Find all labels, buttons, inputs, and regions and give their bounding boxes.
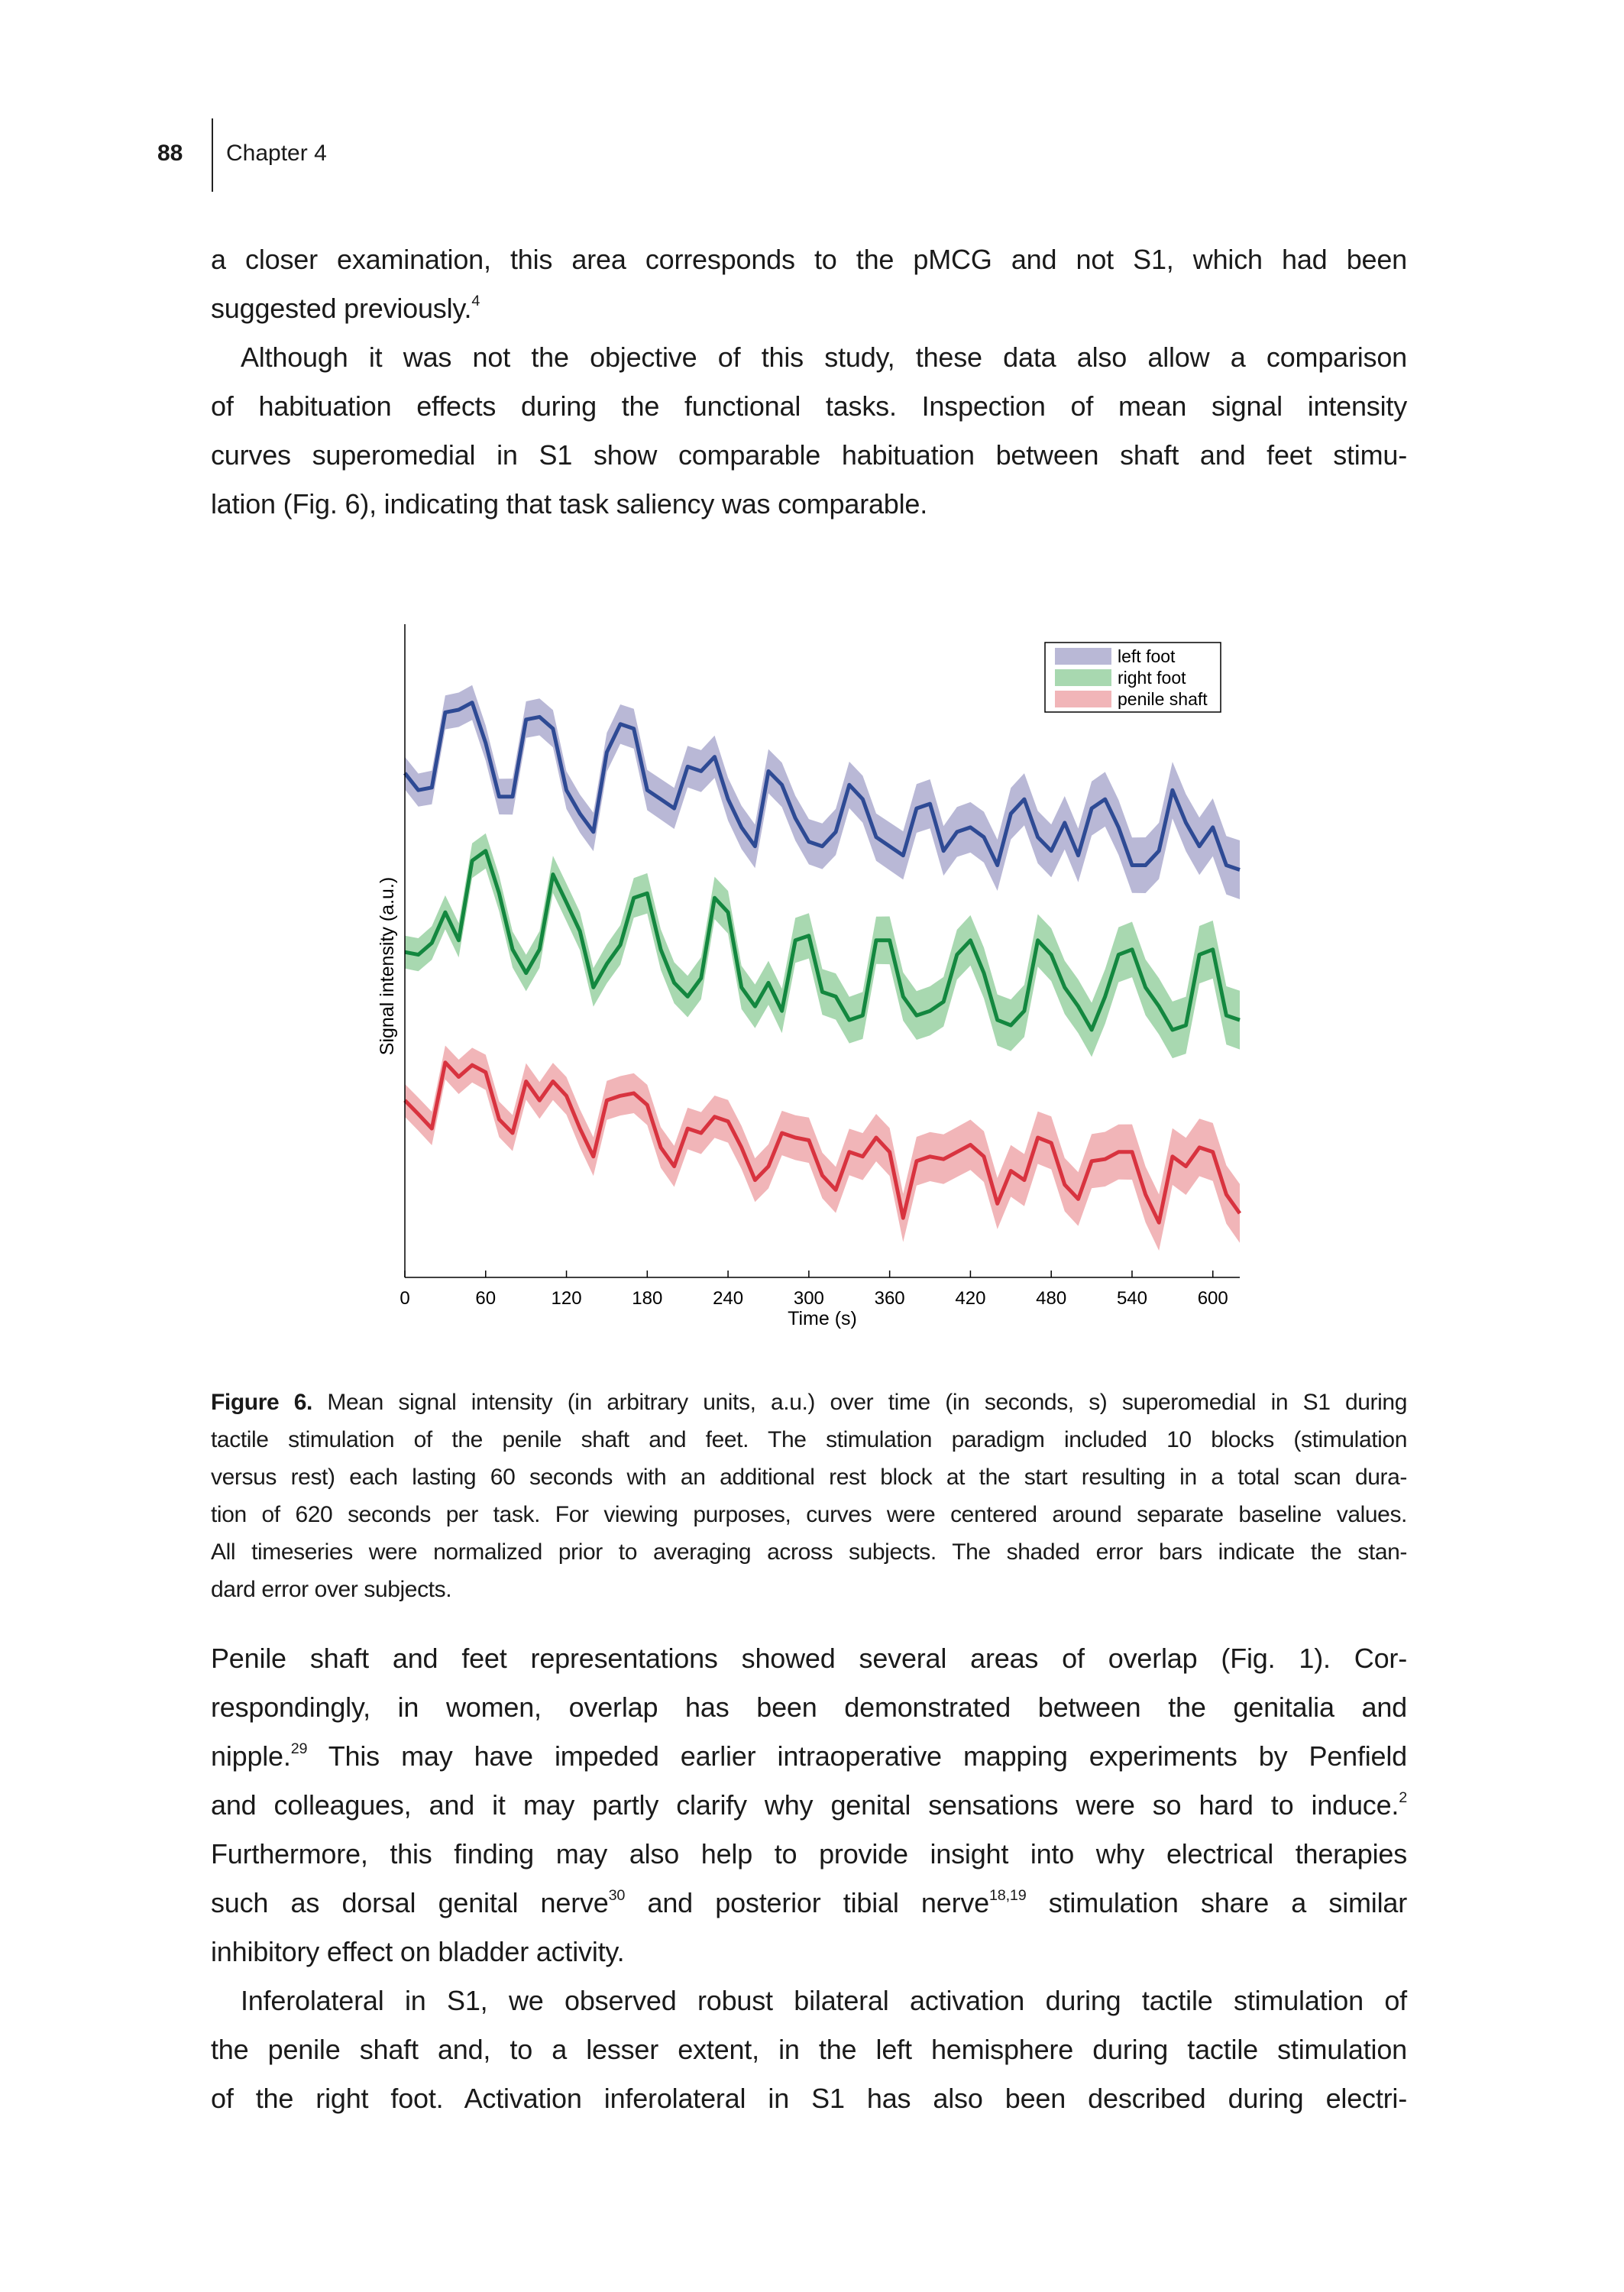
text-segment: Although it was not the objective of this study, these data also allow a comparison — [241, 342, 1407, 373]
citation-superscript: 18,19 — [989, 1887, 1027, 1905]
text-segment: Furthermore, this finding may also help to provide insight into why electrical therapies — [211, 1838, 1407, 1870]
text-line — [211, 1634, 1407, 1683]
caption-line: versus rest) each lasting 60 seconds with an additional rest block at the start resulting in a total scan dura- — [211, 1465, 1407, 1490]
x-tick-label: 420 — [955, 1288, 986, 1309]
text-line — [211, 382, 1407, 431]
error-band-penile-shaft — [405, 1046, 1240, 1251]
caption-line: dard error over subjects. — [211, 1577, 452, 1602]
x-tick-label: 360 — [874, 1288, 905, 1309]
text-segment: and posterior tibial nerve — [625, 1887, 989, 1918]
text-line — [211, 1928, 1407, 1976]
citation-superscript: 4 — [471, 293, 480, 310]
figure-caption — [211, 1384, 1407, 1608]
legend-label: penile shaft — [1118, 689, 1208, 709]
x-tick-label: 540 — [1116, 1288, 1147, 1309]
text-segment: and colleagues, and it may partly clarify why genital sensations were so hard to induce. — [211, 1789, 1399, 1821]
text-segment: such as dorsal genital nerve — [211, 1887, 609, 1918]
text-line — [211, 1683, 1407, 1732]
text-segment: of the right foot. Activation inferolateral in S1 has also been described during electri- — [211, 2083, 1407, 2114]
x-tick-label: 480 — [1036, 1288, 1067, 1309]
text-segment: This may have impeded earlier intraoperative mapping experiments by Penfield — [307, 1740, 1407, 1772]
text-line — [211, 1732, 1407, 1781]
x-tick-label: 60 — [475, 1288, 497, 1309]
x-tick-label: 600 — [1197, 1288, 1228, 1309]
chapter-title: Chapter 4 — [226, 141, 327, 166]
caption-line — [211, 1384, 1407, 1421]
x-tick-label: 120 — [551, 1288, 582, 1309]
text-line — [211, 235, 1407, 284]
caption-text: Mean signal intensity (in arbitrary units, a.u.) over time (in seconds, s) superomedial in S1 during — [312, 1390, 1407, 1415]
text-line — [211, 284, 1407, 333]
caption-label: Figure 6. — [211, 1390, 312, 1415]
legend-swatch — [1055, 691, 1111, 707]
x-tick-label: 180 — [632, 1288, 663, 1309]
citation-superscript: 29 — [290, 1740, 308, 1758]
text-segment: inhibitory effect on bladder activity. — [211, 1936, 625, 1967]
citation-superscript: 2 — [1399, 1789, 1407, 1807]
text-segment: suggested previously. — [211, 293, 472, 324]
y-axis-label: Signal intensity (a.u.) — [377, 876, 398, 1056]
text-line — [211, 333, 1407, 382]
x-tick-label: 0 — [400, 1288, 410, 1309]
text-line — [211, 1781, 1407, 1830]
text-line — [211, 480, 1407, 529]
text-line — [211, 1976, 1407, 2025]
x-tick-label: 240 — [713, 1288, 744, 1309]
text-line — [211, 2074, 1407, 2123]
text-segment: a closer examination, this area corresponds to the pMCG and not S1, which had been — [211, 244, 1407, 275]
caption-line: tactile stimulation of the penile shaft and feet. The stimulation paradigm included 10 blocks (stimulation — [211, 1427, 1407, 1452]
text-segment: curves superomedial in S1 show comparable habituation between shaft and feet stimu- — [211, 439, 1407, 471]
legend-label: left foot — [1118, 646, 1176, 666]
body-text-top — [211, 235, 1407, 529]
citation-superscript: 30 — [608, 1887, 626, 1905]
body-text-bottom — [211, 1634, 1407, 2123]
signal-intensity-chart — [351, 611, 1268, 1345]
caption-line: All timeseries were normalized prior to averaging across subjects. The shaded error bars indicate the stan- — [211, 1539, 1407, 1565]
text-segment: stimulation share a similar — [1026, 1887, 1408, 1918]
legend-swatch — [1055, 669, 1111, 686]
header-divider — [212, 118, 213, 192]
caption-line: tion of 620 seconds per task. For viewing purposes, curves were centered around separate baseline values. — [211, 1502, 1407, 1527]
legend-label: right foot — [1118, 668, 1186, 688]
text-segment: nipple. — [211, 1740, 291, 1772]
text-segment: Inferolateral in S1, we observed robust bilateral activation during tactile stimulation of — [241, 1985, 1407, 2016]
text-line — [211, 2025, 1407, 2074]
legend-swatch — [1055, 648, 1111, 665]
text-segment: Penile shaft and feet representations showed several areas of overlap (Fig. 1). Cor- — [211, 1643, 1407, 1674]
text-segment: lation (Fig. 6), indicating that task saliency was comparable. — [211, 488, 928, 520]
x-axis-label: Time (s) — [788, 1308, 857, 1329]
text-line — [211, 1830, 1407, 1879]
text-line — [211, 1879, 1407, 1928]
text-segment: of habituation effects during the functional tasks. Inspection of mean signal intensity — [211, 390, 1407, 422]
text-segment: the penile shaft and, to a lesser extent, in the left hemisphere during tactile stimulation — [211, 2034, 1407, 2065]
page-number: 88 — [157, 141, 183, 166]
text-segment: respondingly, in women, overlap has been demonstrated between the genitalia and — [211, 1691, 1407, 1723]
x-tick-label: 300 — [793, 1288, 824, 1309]
text-line — [211, 431, 1407, 480]
